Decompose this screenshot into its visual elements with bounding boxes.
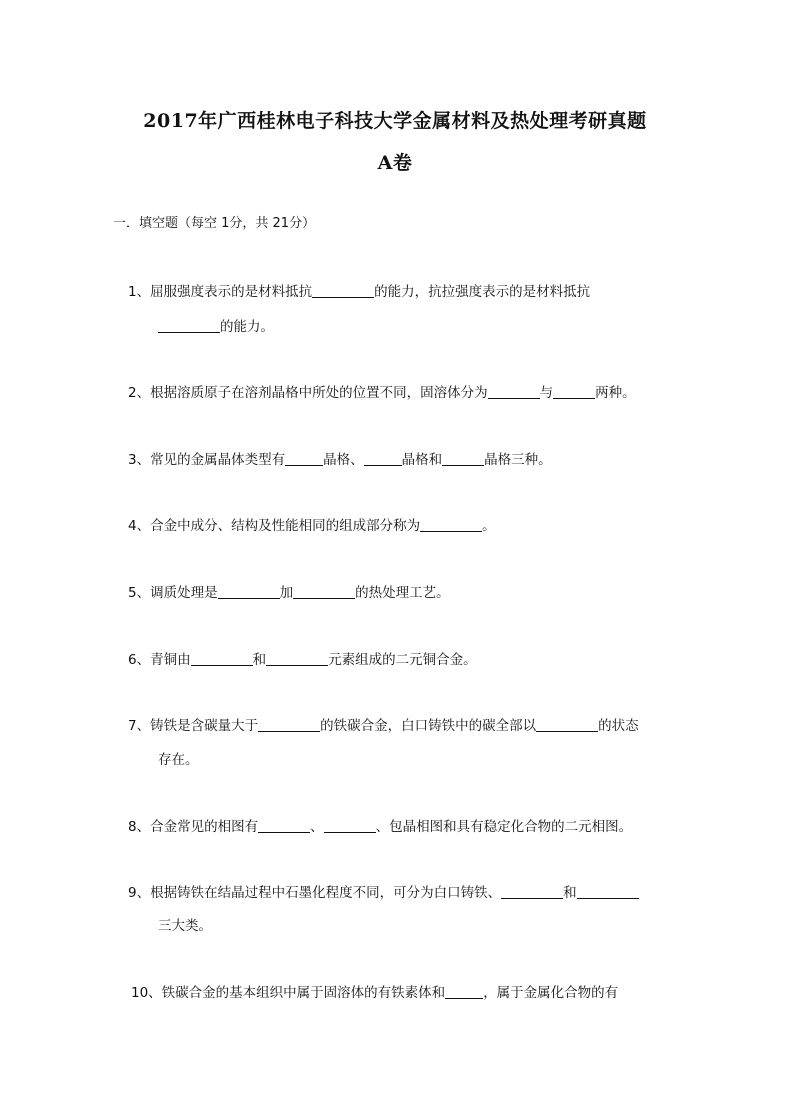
question-text: 。 (482, 518, 496, 534)
answer-blank (158, 318, 220, 333)
document-subtitle: A卷 (377, 152, 413, 174)
answer-blank (312, 283, 374, 298)
question-text: 和 (563, 885, 577, 901)
answer-blank (553, 384, 595, 399)
question-text: 1、屈服强度表示的是材料抵抗 (128, 284, 313, 300)
question-text: 晶格、 (323, 452, 364, 468)
question-9-line-2 (158, 914, 212, 934)
question-7-line-1 (128, 714, 639, 734)
answer-blank (218, 584, 280, 599)
question-text: 三大类。 (158, 918, 212, 934)
answer-blank (258, 717, 320, 732)
answer-blank (324, 818, 376, 833)
answer-blank (420, 517, 482, 532)
question-text: 晶格和 (401, 452, 443, 468)
question-text: 的铁碳合金，白口铸铁中的碳全部以 (320, 718, 537, 734)
question-text: 加 (279, 585, 294, 601)
answer-blank (266, 651, 328, 666)
question-text: 8、合金常见的相图有 (128, 819, 259, 835)
question-text: 、 (310, 819, 324, 835)
question-text: 存在。 (158, 752, 199, 768)
question-text: 9、根据铸铁在结晶过程中石墨化程度不同，可分为白口铸铁、 (128, 885, 502, 901)
question-text: 的状态 (598, 718, 639, 734)
question-10-line-1 (131, 981, 618, 1001)
answer-blank (364, 451, 402, 466)
answer-blank (445, 984, 483, 999)
question-text: 晶格三种。 (484, 452, 552, 468)
answer-blank (577, 884, 639, 899)
question-text: 6、青铜由 (128, 652, 191, 668)
question-text: 、包晶相图和具有稳定化合物的二元相图。 (375, 819, 633, 835)
answer-blank (285, 451, 323, 466)
question-text: 的能力，抗拉强度表示的是材料抵抗 (374, 284, 591, 300)
question-text: 的能力。 (220, 319, 274, 335)
question-text: 7、铸铁是含碳量大于 (128, 718, 259, 734)
answer-blank (536, 717, 598, 732)
question-text: 4、合金中成分、结构及性能相同的组成部分称为 (128, 518, 421, 534)
question-2-line-1 (128, 381, 636, 401)
question-text: 的热处理工艺。 (355, 585, 450, 601)
section-heading: 一．填空题（每空 1分，共 21分） (113, 216, 316, 231)
question-5-line-1 (128, 581, 450, 601)
question-3-line-1 (128, 448, 552, 468)
answer-blank (501, 884, 563, 899)
question-text: 10、铁碳合金的基本组织中属于固溶体的有铁素体和 (131, 985, 446, 1001)
question-7-line-2 (158, 748, 199, 768)
document-title: 2017年广西桂林电子科技大学金属材料及热处理考研真题 (143, 110, 647, 132)
question-text: ，属于金属化合物的有 (483, 985, 619, 1001)
question-1-line-1 (128, 280, 590, 300)
question-text: 和 (252, 652, 267, 668)
question-4-line-1 (128, 514, 496, 534)
question-text: 2、根据溶质原子在溶剂晶格中所处的位置不同，固溶体分为 (128, 385, 488, 401)
question-8-line-1 (128, 815, 632, 835)
question-text: 与 (539, 385, 554, 401)
question-text: 元素组成的二元铜合金。 (328, 652, 477, 668)
answer-blank (442, 451, 484, 466)
question-text: 两种。 (595, 385, 636, 401)
question-1-line-2 (158, 315, 274, 335)
answer-blank (191, 651, 253, 666)
question-6-line-1 (128, 648, 477, 668)
answer-blank (488, 384, 540, 399)
answer-blank (293, 584, 355, 599)
answer-blank (258, 818, 310, 833)
question-9-line-1 (128, 881, 639, 901)
question-text: 3、常见的金属晶体类型有 (128, 452, 286, 468)
question-text: 5、调质处理是 (128, 585, 218, 601)
